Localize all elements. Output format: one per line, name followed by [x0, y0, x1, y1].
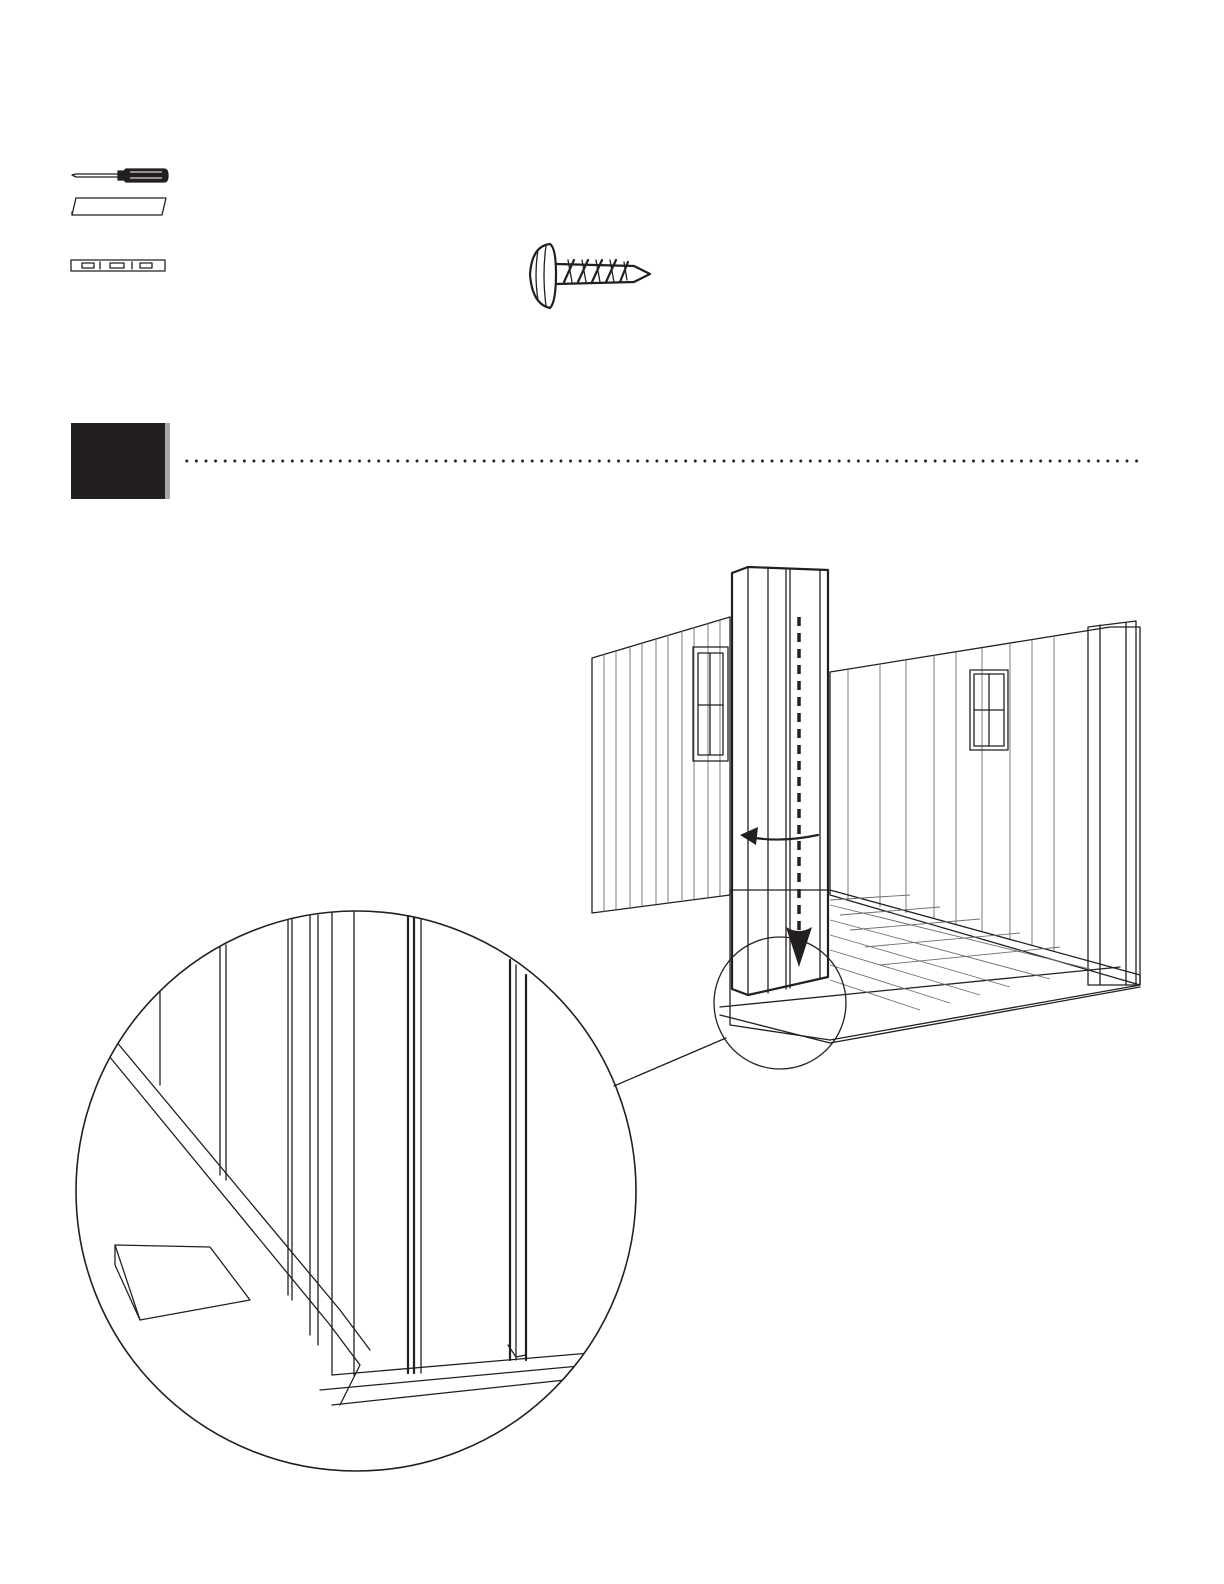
wood-block-icon: [70, 196, 170, 218]
rotate-arrow: [750, 835, 818, 840]
screwdriver-icon: [70, 165, 170, 187]
left-wall-ribs: [604, 620, 720, 912]
step-dotted-rule: [182, 459, 1142, 463]
magnified-corner-detail: [70, 905, 645, 1480]
shed-corner-panel-install: [580, 555, 1150, 1075]
rotate-arrow-head-icon: [740, 827, 758, 845]
floor-boards: [830, 895, 1090, 1010]
level-icon: [70, 258, 170, 274]
pan-head-screw-icon: [524, 238, 659, 313]
step-number-block: [71, 423, 165, 499]
